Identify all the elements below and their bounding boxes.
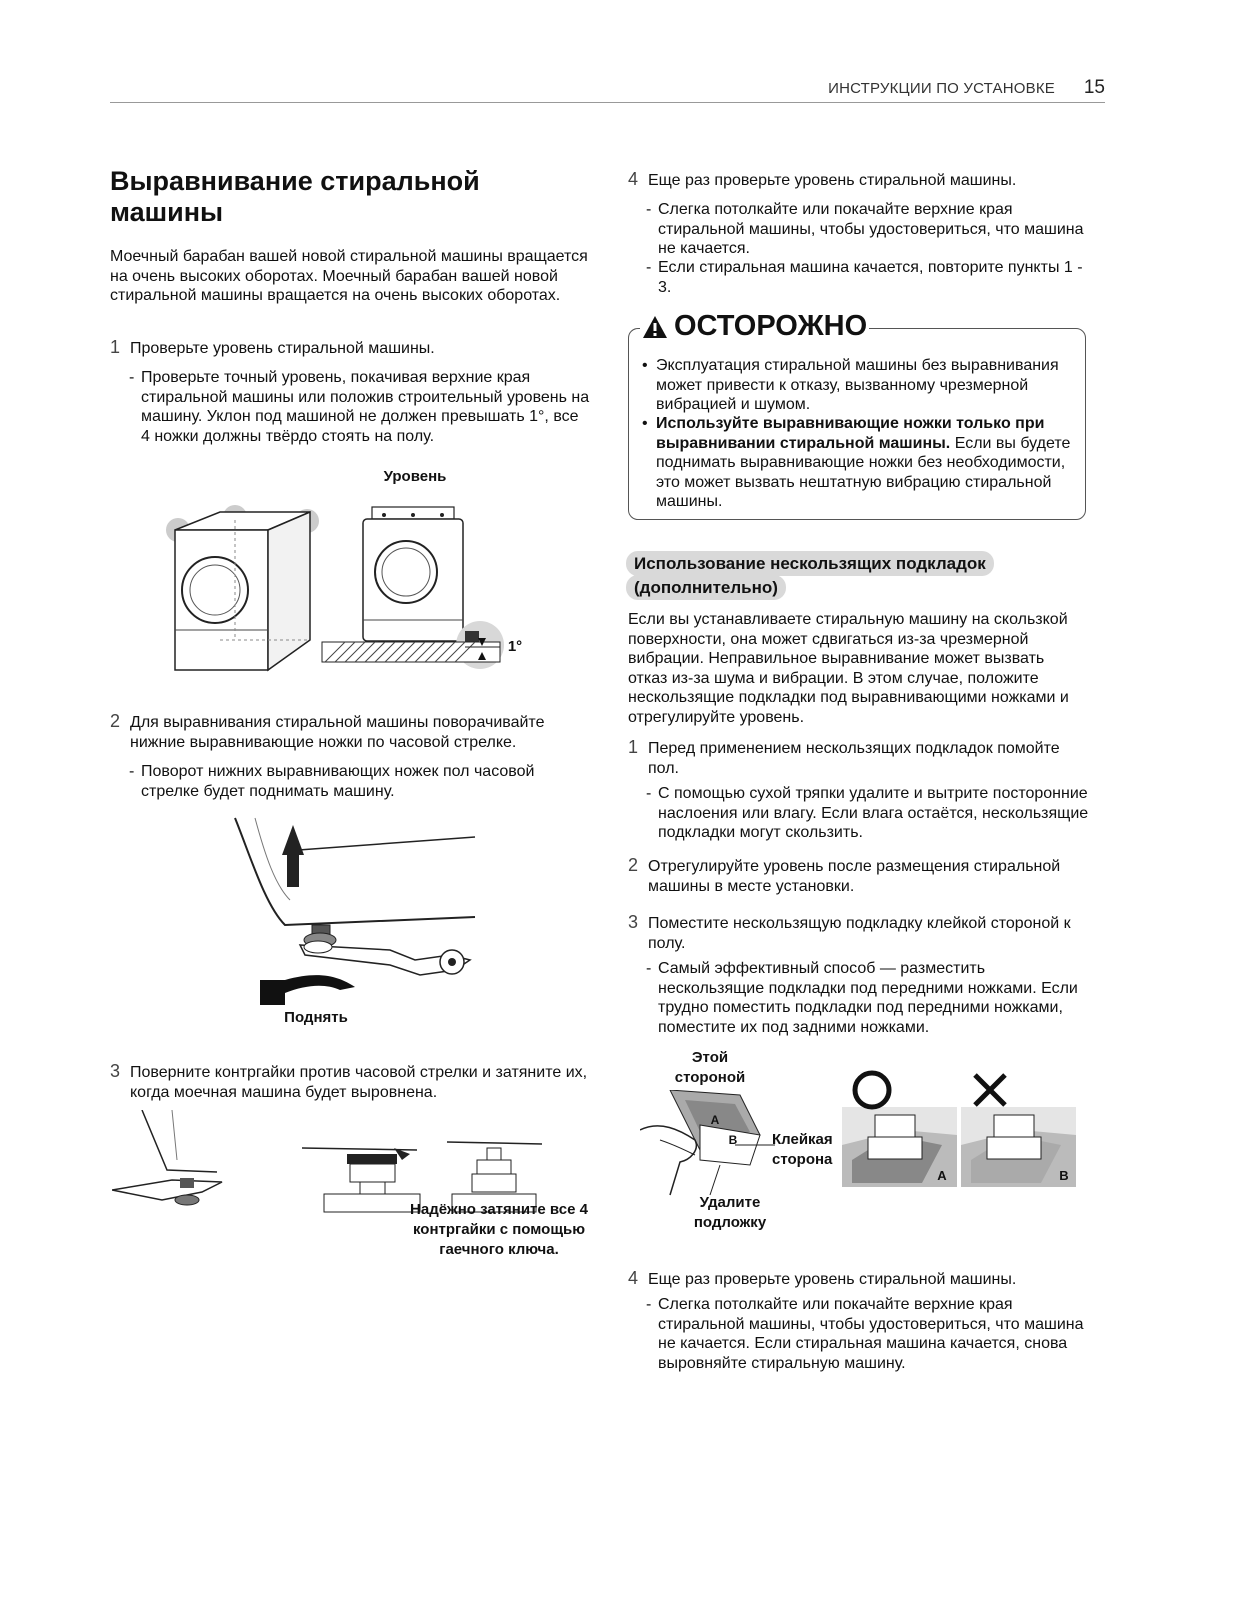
detail-text: Слегка потолкайте или покачайте верхние края стиральной машины, чтобы удостовериться, что машина не качается.	[658, 201, 1084, 257]
step-text: Еще раз проверьте уровень стиральной машины.	[648, 1271, 1017, 1288]
raise-label: Поднять	[284, 1009, 348, 1026]
step-3	[110, 1061, 590, 1102]
step-4-top	[628, 169, 1088, 191]
step-number: 2	[110, 711, 121, 731]
pad-step-1	[628, 737, 1078, 778]
step-text: Перед применением нескользящих подкладок помойте пол.	[648, 740, 1060, 777]
pad-label-a: A	[710, 1113, 720, 1127]
warning-triangle-icon	[642, 315, 668, 339]
section-heading-line-2: (дополнительно)	[626, 575, 786, 600]
angle-label: 1°	[507, 638, 523, 655]
header-section-title: ИНСТРУКЦИИ ПО УСТАНОВКЕ	[828, 80, 1055, 97]
wrench-illustration	[230, 815, 490, 1015]
pad-step-2	[628, 855, 1078, 896]
level-label: Уровень	[383, 468, 447, 485]
caution-heading	[640, 310, 869, 343]
step-text: Отрегулируйте уровень после размещения стиральной машины в месте установки.	[648, 858, 1061, 895]
locknut-caption: Надёжно затяните все 4 контргайки с помощью гаечного ключа.	[410, 1201, 588, 1258]
pad-step-3	[628, 912, 1078, 953]
step-number: 4	[628, 169, 639, 189]
step-4-detail-2: - Если стиральная машина качается, повторите пункты 1 - 3.	[646, 259, 1083, 296]
page-title: Выравнивание стиральной машины	[110, 166, 480, 227]
bullet-text: Эксплуатация стиральной машины без выравнивания может привести к отказу, вызванному чрезмерной вибрацией и шумом.	[656, 357, 1059, 413]
pad-step-4	[628, 1268, 1078, 1290]
pad-step-4-detail: - Слегка потолкайте или покачайте верхние края стиральной машины, чтобы удостовериться, что машина не качается. Если стиральная машина качается, снова выровняйте стиральную машину.	[646, 1296, 1084, 1372]
detail-text: Поворот нижних выравнивающих ножек пол часовой стрелке будет поднимать машину.	[141, 763, 535, 800]
step-text: Для выравнивания стиральной машины поворачивайте нижние выравнивающие ножки по часовой стрелке.	[130, 714, 545, 751]
step-text: Поместите нескользящую подкладку клейкой стороной к полу.	[648, 915, 1071, 952]
step-number: 1	[628, 737, 639, 757]
step-number: 4	[628, 1268, 639, 1288]
pad-label-b: B	[728, 1133, 738, 1147]
detail-text: Слегка потолкайте или покачайте верхние края стиральной машины, чтобы удостовериться, что машина не качается. Если стиральная машина качается, снова выровняйте стиральную машину.	[658, 1296, 1084, 1372]
step-1-detail: - Проверьте точный уровень, покачивая верхние края стиральной машины или положив строительный уровень на машину. Уклон под машиной не должен превышать 1°, все 4 ножки должны твёрдо стоять на полу.	[129, 369, 590, 445]
detail-text: Если стиральная машина качается, повторите пункты 1 - 3.	[658, 259, 1083, 296]
intro-paragraph: Моечный барабан вашей новой стиральной машины вращается на очень высоких оборотах. Моечный барабан вашей новой стиральной машины вращается на очень высоких оборотах.	[110, 248, 588, 304]
caution-title: ОСТОРОЖНО	[674, 310, 868, 342]
pad-peel-illustration	[640, 1090, 780, 1200]
step-2	[110, 711, 590, 752]
page-number: 15	[1083, 77, 1105, 98]
caution-bullet-2: • Используйте выравнивающие ножки только при выравнивании стиральной машины. Если вы будете поднимать выравнивающие ножки без необходимости, это может вызвать нештатную вибрацию стиральной машины.	[642, 415, 1071, 510]
pad-step-1-detail: - С помощью сухой тряпки удалите и вытрите посторонние наслоения или влагу. Если влага остаётся, нескользящие подкладки могут скользить.	[646, 785, 1089, 841]
step-4-detail-1: - Слегка потолкайте или покачайте верхние края стиральной машины, чтобы удостовериться, что машина не качается.	[646, 201, 1084, 257]
section-heading-line-1: Использование нескользящих подкладок	[626, 551, 994, 576]
ng-label-b: B	[1059, 1168, 1069, 1183]
step-number: 1	[110, 337, 121, 357]
section-intro: Если вы устанавливаете стиральную машину на скользкой поверхности, она может сдвигаться из-за чрезмерной вибрации. Неправильное выравнивание может вызвать отказ из-за шума и вибрации. В этом случае, положите нескользящие подкладки под выравнивающими ножками и отрегулируйте уровень.	[628, 611, 1069, 726]
bullet-bold-text: Используйте выравнивающие ножки только при выравнивании стиральной машины.	[656, 415, 1045, 452]
step-2-detail: - Поворот нижних выравнивающих ножек пол часовой стрелке будет поднимать машину.	[129, 763, 535, 800]
sticky-side-label: Клейкая сторона	[772, 1131, 833, 1168]
caution-bullet-1: • Эксплуатация стиральной машины без выравнивания может привести к отказу, вызванному чрезмерной вибрацией и шумом.	[642, 357, 1059, 413]
detail-text: Проверьте точный уровень, покачивая верхние края стиральной машины или положив строительный уровень на машину. Уклон под машиной не должен превышать 1°, все 4 ножки должны твёрдо стоять на полу.	[141, 369, 590, 445]
ok-label-a: A	[937, 1168, 947, 1183]
step-text: Проверьте уровень стиральной машины.	[130, 340, 435, 357]
step-number: 3	[110, 1061, 121, 1081]
pad-step-3-detail: - Самый эффективный способ — разместить нескользящие подкладки под передними ножками. Если трудно поместить подкладки под передними ножками, поместите их под задними ножками.	[646, 960, 1078, 1036]
step-1	[110, 337, 590, 359]
step-text: Еще раз проверьте уровень стиральной машины.	[648, 172, 1017, 189]
page-header	[110, 77, 1105, 103]
step-number: 2	[628, 855, 639, 875]
detail-text: С помощью сухой тряпки удалите и вытрите посторонние наслоения или влагу. Если влага остаётся, нескользящие подкладки могут скользить.	[658, 785, 1089, 841]
leveling-illustration	[160, 490, 540, 680]
detail-text: Самый эффективный способ — разместить нескользящие подкладки под передними ножками. Если трудно поместить подкладки под передними ножками, поместите их под задними ножками.	[658, 960, 1078, 1036]
bullet-text: Если вы будете поднимать выравнивающие ножки без необходимости, это может вызвать нештатную вибрацию стиральной машины.	[656, 434, 1071, 510]
this-side-up-label: Этой стороной	[674, 1049, 746, 1086]
step-number: 3	[628, 912, 639, 932]
step-text: Поверните контргайки против часовой стрелки и затяните их, когда моечная машина будет выровнена.	[130, 1064, 588, 1101]
remove-backing-label: Удалите подложку	[693, 1194, 767, 1231]
